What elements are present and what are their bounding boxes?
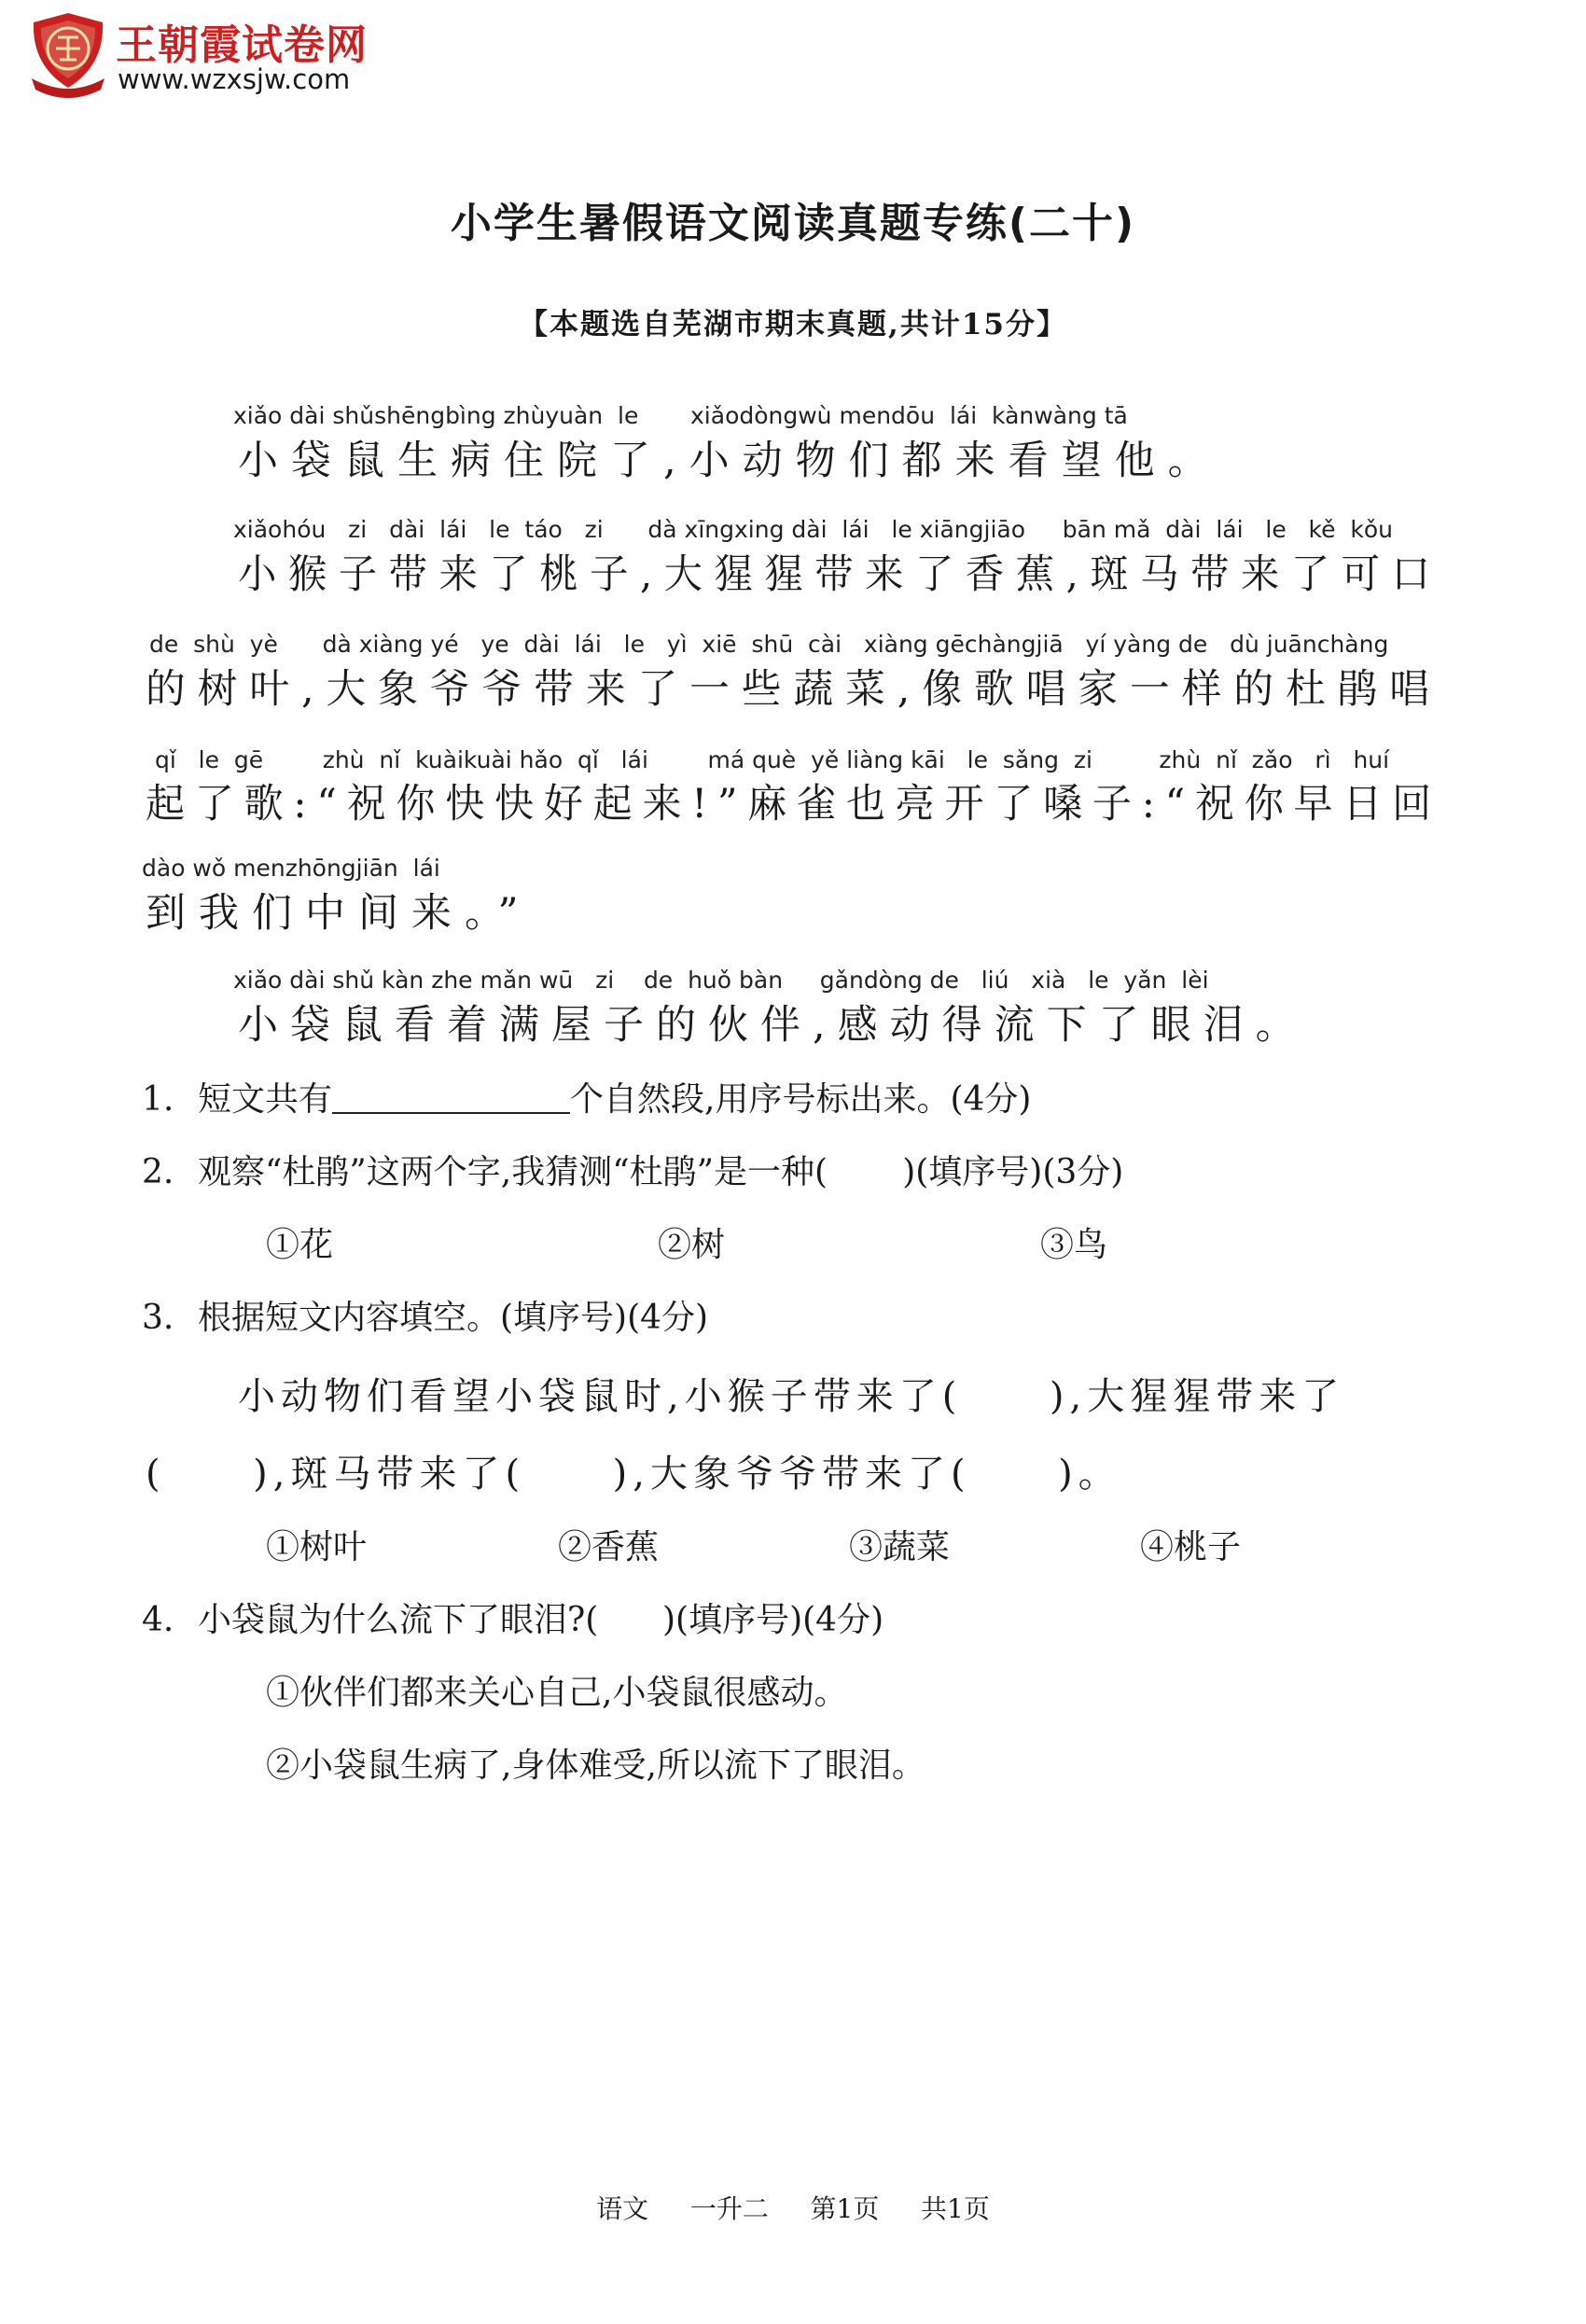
question-4 xyxy=(142,1593,883,1641)
brand-name: 王朝霞试卷网 xyxy=(116,21,368,69)
passage-line-4: 起了歌:“祝你快快好起来!”麻雀也亮开了嗓子:“祝你早日回 xyxy=(146,781,1441,828)
option[interactable]: ①花 xyxy=(266,1226,334,1264)
option[interactable]: ④桃子 xyxy=(1140,1528,1242,1566)
page-footer: 语文 一升二 第1页 共1页 xyxy=(596,2193,990,2224)
seal-logo-icon xyxy=(26,9,110,99)
page-title: 小学生暑假语文阅读真题专练(二十) xyxy=(450,200,1136,247)
passage-line-6: 小袋鼠看着满屋子的伙伴,感动得流下了眼泪。 xyxy=(238,1002,1308,1049)
question-text: 根据短文内容填空。(填序号)(4分) xyxy=(198,1299,709,1337)
question-number: 1. xyxy=(142,1080,174,1119)
question-text: 观察“杜鹃”这两个字,我猜测“杜鹃”是一种( )(填序号)(3分) xyxy=(198,1153,1124,1191)
question-3 xyxy=(142,1291,708,1339)
option[interactable]: ③蔬菜 xyxy=(849,1528,951,1566)
option[interactable]: ①伙伴们都来关心自己,小袋鼠很感动。 xyxy=(266,1674,848,1712)
question-text: 个自然段,用序号标出来。(4分) xyxy=(570,1080,1032,1119)
question-number: 3. xyxy=(142,1299,174,1337)
pinyin-line-1: xiǎo dài shǔshēngbìng zhùyuàn le xiǎodòngwù mendōu lái kànwàng tā xyxy=(233,402,1128,429)
option[interactable]: ②香蕉 xyxy=(558,1528,660,1566)
pinyin-line-3: de shù yè dà xiàng yé ye dài lái le yì xiē shū cài xiàng gēchàngjiā yí yàng de dù juānchàng xyxy=(149,631,1389,658)
option[interactable]: ③鸟 xyxy=(1040,1226,1108,1264)
fill-in-line-2[interactable]: ( ),斑马带来了( ),大象爷爷带来了( )。 xyxy=(146,1453,1121,1496)
passage-line-3: 的树叶,大象爷爷带来了一些蔬菜,像歌唱家一样的杜鹃唱 xyxy=(146,666,1441,713)
pinyin-line-6: xiǎo dài shǔ kàn zhe mǎn wū zi de huǒ bàn gǎndòng de liú xià le yǎn lèi xyxy=(233,967,1209,994)
pinyin-line-5: dào wǒ menzhōngjiān lái xyxy=(142,855,440,882)
question-2 xyxy=(142,1146,1123,1193)
question-number: 2. xyxy=(142,1153,174,1191)
answer-blank[interactable] xyxy=(332,1080,570,1114)
brand-url[interactable]: www.wzxsjw.com xyxy=(118,63,351,95)
site-logo xyxy=(26,9,399,103)
option[interactable]: ②树 xyxy=(658,1226,726,1264)
passage-line-5: 到我们中间来。” xyxy=(146,890,532,937)
pinyin-line-2: xiǎohóu zi dài lái le táo zi dà xīngxing dài lái le xiāngjiāo bān mǎ dài lái le kě kǒu xyxy=(233,516,1394,543)
option[interactable]: ①树叶 xyxy=(266,1528,368,1566)
source-note: 【本题选自芜湖市期末真题,共计15分】 xyxy=(519,308,1067,341)
fill-in-line-1[interactable]: 小动物们看望小袋鼠时,小猴子带来了( ),大猩猩带来了 xyxy=(238,1375,1345,1418)
option[interactable]: ②小袋鼠生病了,身体难受,所以流下了眼泪。 xyxy=(266,1746,925,1785)
question-text: 小袋鼠为什么流下了眼泪?( )(填序号)(4分) xyxy=(198,1601,884,1639)
question-1 xyxy=(142,1073,1031,1120)
pinyin-line-4: qǐ le gē zhù nǐ kuàikuài hǎo qǐ lái má què yě liàng kāi le sǎng zi zhù nǐ zǎo rì huí xyxy=(155,746,1390,773)
question-number: 4. xyxy=(142,1601,174,1639)
passage-line-1: 小袋鼠生病住院了,小动物们都来看望他。 xyxy=(238,438,1221,484)
passage-line-2: 小猴子带来了桃子,大猩猩带来了香蕉,斑马带来了可口 xyxy=(238,551,1442,598)
question-text: 短文共有 xyxy=(198,1080,333,1119)
